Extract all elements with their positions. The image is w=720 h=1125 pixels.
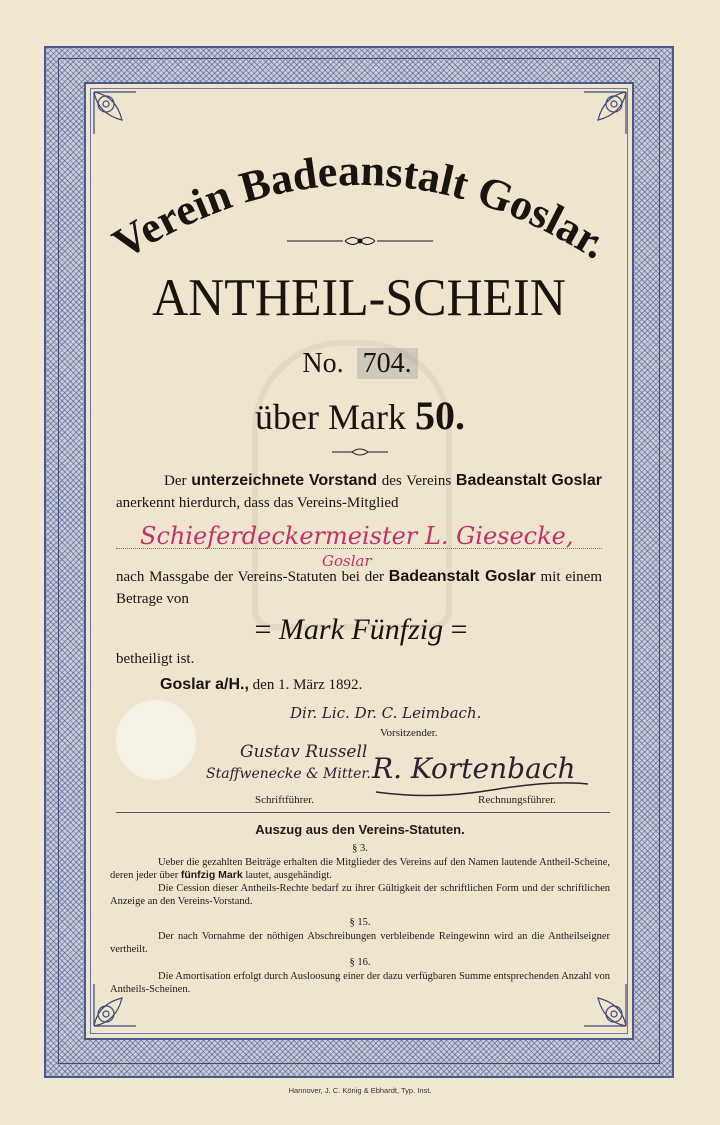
participation-end-text: betheiligt ist.	[116, 651, 195, 667]
association-title-text: Verein Badeanstalt Goslar.	[104, 145, 616, 269]
text-fragment-bold: Badeanstalt	[455, 472, 547, 489]
corner-ornament-top-right	[582, 90, 628, 136]
text-fragment-bold: fünfzig Mark	[180, 869, 243, 881]
equals-left: =	[254, 613, 272, 646]
statutes-top-rule	[116, 812, 610, 813]
chair-signature: Dir. Lic. Dr. C. Leimbach.	[290, 704, 482, 722]
text-fragment: lautet, ausgehändigt.	[245, 870, 332, 881]
equals-right: =	[450, 613, 468, 646]
embossed-seal	[116, 700, 196, 780]
text-fragment: Der	[164, 473, 187, 489]
secretary-signature: Gustav Russell	[240, 742, 368, 762]
chair-role: Vorsitzender.	[380, 727, 438, 739]
place-date-line	[160, 674, 560, 696]
amount-in-words	[116, 613, 606, 647]
member-name: Schieferdeckermeister L. Giesecke,	[140, 522, 574, 550]
text-fragment: Ueber die gezahlten Beiträge erhalten die Mitglieder des Vereins auf den Namen lautende Antheil-Scheine, deren jeder über	[110, 857, 610, 881]
treasurer-signature: R. Kortenbach	[372, 752, 576, 785]
statute-16-text: Die Amortisation erfolgt durch Ausloosung einer der dazu verfügbaren Summe entsprechenden Anzahl von Antheils-Scheinen.	[110, 971, 610, 995]
text-fragment-bold: Vorstand	[308, 472, 378, 489]
text-fragment: des Vereins	[381, 473, 452, 489]
amount-line	[0, 392, 720, 439]
text-fragment-bold: Goslar	[551, 472, 602, 489]
printer-imprint: Hannover, J. C. König & Ebhardt, Typ. Inst.	[288, 1086, 432, 1095]
statute-15-title: § 15.	[349, 917, 371, 928]
association-title	[100, 145, 620, 280]
text-fragment-bold: Badeanstalt Goslar	[388, 568, 536, 585]
declaration-text	[116, 470, 602, 514]
secretary-role: Schriftführer.	[255, 794, 314, 806]
participation-text	[116, 566, 602, 610]
text-fragment: mit	[540, 569, 561, 585]
statute-16-title: § 16.	[349, 957, 371, 968]
date: den 1. März 1892.	[252, 677, 363, 693]
text-fragment-bold: unterzeichnete	[191, 472, 305, 489]
amount-words: Mark Fünfzig	[278, 613, 444, 646]
secretary-signature-2: Staffwenecke & Mitter.	[206, 766, 371, 782]
text-fragment: einem Betrage von	[116, 569, 602, 607]
member-city: Goslar	[322, 552, 372, 570]
document-title: ANTHEIL-SCHEIN	[152, 267, 566, 327]
svg-text:Verein Badeanstalt Goslar.	[104, 146, 616, 269]
text-fragment: nach Massgabe der Vereins-Statuten bei der	[116, 569, 384, 585]
statute-3-cession: Die Cession dieser Antheils-Rechte bedarf zu ihrer Gültigkeit der schriftlichen Form und der schriftlichen Anzeige an den Vereins-Vorstand.	[110, 883, 610, 907]
place: Goslar a/H.,	[160, 676, 249, 693]
amount-prefix: über Mark	[255, 397, 406, 437]
title-divider	[285, 234, 435, 248]
statute-3-title: § 3.	[352, 843, 368, 854]
statute-15-text: Der nach Vornahme der nöthigen Abschreibungen verbleibende Reingewinn wird an die Antheilseigner vertheilt.	[110, 931, 610, 955]
statute-3-text	[110, 856, 610, 882]
amount-value: 50.	[414, 393, 465, 438]
text-fragment: anerkennt hierdurch, dass das Vereins-Mitglied	[116, 495, 399, 511]
treasurer-role: Rechnungsführer.	[478, 794, 556, 806]
amount-divider	[330, 445, 390, 459]
number-prefix: No.	[302, 348, 344, 379]
statutes-heading: Auszug aus den Vereins-Statuten.	[255, 822, 465, 837]
certificate-number-line	[0, 348, 720, 380]
certificate-number: 704.	[357, 348, 418, 379]
corner-ornament-top-left	[92, 90, 138, 136]
